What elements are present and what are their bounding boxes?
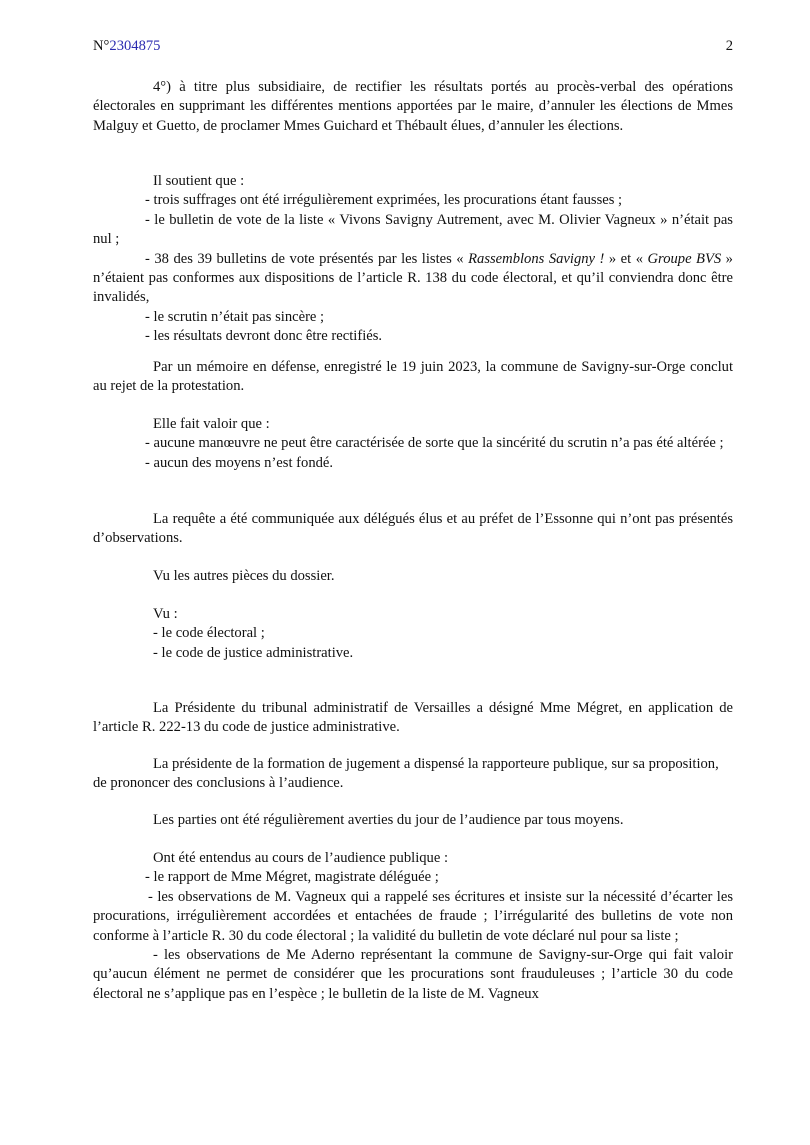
case-number [93,38,160,55]
list-item: - aucune manœuvre ne peut être caractérisée de sorte que la sincérité du scrutin n’a pas été altérée ; [145,435,724,452]
entendus-intro: Ont été entendus au cours de l’audience publique : [153,850,449,866]
list-item: - le scrutin n’était pas sincère ; [145,308,325,325]
case-prefix: N° [93,38,110,54]
soutient-intro: Il soutient que : [153,173,245,189]
list-item: - trois suffrages ont été irrégulièrement exprimées, les procurations étant fausses ; [145,192,623,209]
list-item: - aucun des moyens n’est fondé. [145,454,334,471]
memoire-text: Par un mémoire en défense, enregistré le 19 juin 2023, la commune de Savigny-sur-Orge conclut au rejet de la protestation. [93,359,733,395]
list-name: Groupe BVS [647,250,722,267]
list-item: - le rapport de Mme Mégret, magistrate déléguée ; [145,869,439,886]
section-soutient [93,172,733,347]
requete-text: La requête a été communiquée aux délégués élus et au préfet de l’Essonne qui n’ont pas présentés d’observations. [93,511,733,547]
list-item: - les observations de M. Vagneux qui a rappelé ses écritures et insiste sur la nécessité d’écarter les procurations, irrégulièrement accordées et entachées de fraude ; l’irrégularité des bulletins de vote non conforme à l’article R. 30 du code électoral ; la validité du bulletin de vote déclaré nul pour sa liste ; [93,888,733,944]
paragraph-presidente [93,699,733,738]
dispense-text: La présidente de la formation de jugement a dispensé la rapporteure publique, sur sa proposition, de prononcer des conclusions à l’audience. [93,756,719,792]
list-item: - le bulletin de vote de la liste « Vivons Savigny Autrement, avec M. Olivier Vagneux » n’était pas nul ; [93,211,733,248]
list-item: - le code électoral ; [153,625,265,642]
section-elle [93,415,733,473]
text: » n’étaient pas conformes aux dispositions de l’article R. 138 du code électoral, et qu’il conviendra donc être invalidés, [93,250,733,306]
page-header [93,38,733,58]
presidente-text: La Présidente du tribunal administratif de Versailles a désigné Mme Mégret, en application de l’article R. 222-13 du code de justice administrative. [93,700,733,736]
page-number: 2 [725,38,733,54]
vu-intro: Vu : [153,606,178,622]
elle-intro: Elle fait valoir que : [153,416,270,432]
paragraph-vu-pieces [93,567,733,586]
text: - 38 des 39 bulletins de vote présentés par les listes « [145,250,469,267]
parties-text: Les parties ont été régulièrement averties du jour de l’audience par tous moyens. [153,812,624,828]
section-entendus [93,849,733,1004]
case-number-value: 2304875 [109,38,161,54]
paragraph-requete [93,510,733,549]
list-item: - les résultats devront donc être rectifiés. [145,328,383,345]
vu-pieces-text: Vu les autres pièces du dossier. [153,568,335,584]
list-item [93,250,733,308]
paragraph-conclusion-4 [93,78,733,136]
text: » et « [604,250,648,267]
paragraph-memoire [93,358,733,397]
paragraph-dispense [93,755,733,794]
section-vu [93,605,733,663]
paragraph-parties [93,811,733,830]
list-item: - le code de justice administrative. [153,644,354,661]
list-name: Rassemblons Savigny ! [468,250,605,267]
conclusion-4-text: 4°) à titre plus subsidiaire, de rectifier les résultats portés au procès-verbal des opérations électorales en supprimant les différentes mentions apportées par le maire, d’annuler les élections de Mmes Malguy et Guetto, de proclamer Mmes Guichard et Thébault élues, d’annuler les élections. [93,79,733,134]
list-item: - les observations de Me Aderno représentant la commune de Savigny-sur-Orge qui fait valoir qu’aucun élément ne permet de considérer que les procurations sont frauduleuses ; l’article 30 du code électoral ne s’applique pas en l’espèce ; le bulletin de la liste de M. Vagneux [93,947,733,1002]
